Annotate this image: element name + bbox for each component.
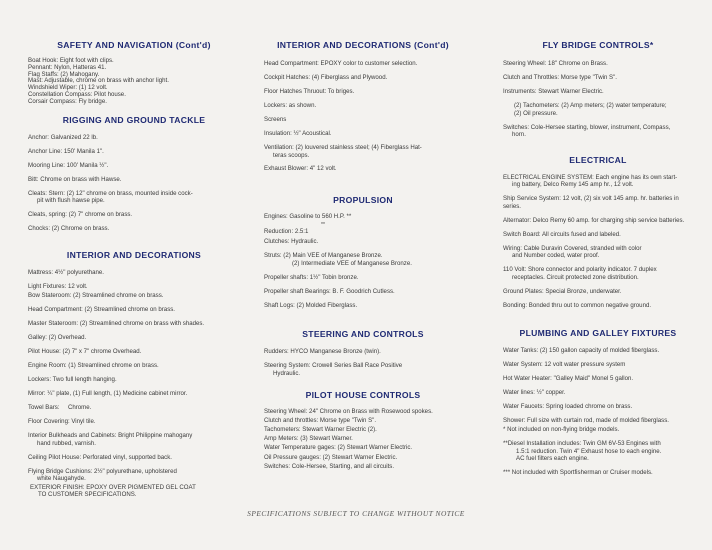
list-item: Propeller shaft Bearings: B. F. Goodrich Cutless. xyxy=(264,287,395,295)
list-item: white Naugahyde. xyxy=(37,475,86,483)
list-item: Cleats, spring: (2) 7" chrome on brass. xyxy=(28,211,133,219)
list-item: Lockers: as shown. xyxy=(264,101,317,109)
list-item: Head Compartment: (2) Streamlined chrome on brass. xyxy=(28,306,175,314)
interior-list xyxy=(28,269,240,499)
list-item: Lockers: Two full length hanging. xyxy=(28,376,117,384)
list-item: Anchor: Galvanized 22 lb. xyxy=(28,133,98,141)
list-item: Steering Wheel: 24" Chrome on Brass with Rosewood spokes. xyxy=(264,407,433,415)
list-item: Cleats: Stern: (2) 12" chrome on brass, mounted inside cock- xyxy=(28,189,193,197)
list-item: Bonding: Bonded thru out to common negative ground. xyxy=(503,301,652,309)
list-item: Master Stateroom: (2) Streamlined chrome on brass with shades. xyxy=(28,320,205,328)
list-item: Tachometers: Stewart Warner Electric (2). xyxy=(264,425,377,433)
list-item: Boat Hook: Eight foot with clips. xyxy=(28,57,114,64)
list-item: Wiring: Cable Duravin Covered, stranded with color xyxy=(503,244,642,252)
list-item: Shower: Full size with curtain rod, made of molded fiberglass. xyxy=(503,416,669,424)
column-left xyxy=(28,40,240,499)
footer-disclaimer: SPECIFICATIONS SUBJECT TO CHANGE WITHOUT NOTICE xyxy=(247,509,465,518)
list-item: Oil Pressure gauges: (2) Stewart Warner Electric. xyxy=(264,453,398,461)
safety-list xyxy=(28,58,240,106)
list-item: Water System: 12 volt water pressure system xyxy=(503,360,626,368)
list-item: Screens xyxy=(264,115,287,123)
list-item: Amp Meters: (3) Stewart Warner. xyxy=(264,435,353,443)
footnote-double-star: **Diesel Installation includes: Twin GM 6V-53 Engines with xyxy=(503,440,661,448)
list-item: Floor Covering: Vinyl tile. xyxy=(28,418,96,426)
list-item: Water Temperature gages: (2) Stewart Warner Electric. xyxy=(264,444,413,452)
section-title-interior-cont: INTERIOR AND DECORATIONS (Cont'd) xyxy=(277,40,449,50)
list-item: Steering System: Crowell Series Ball Race Positive xyxy=(264,362,403,370)
list-item: pit with flush hawse pipe. xyxy=(37,197,105,205)
list-item: Mast: Adjustable, chrome on brass with anchor light. xyxy=(28,77,169,85)
list-item: EXTERIOR FINISH: EPOXY OVER PIGMENTED GEL COAT xyxy=(30,483,196,491)
list-item: Ventilation: (2) louvered stainless steel; (4) Fiberglass Hat- xyxy=(264,143,422,151)
plumbing-list xyxy=(503,347,693,477)
list-item: Towel Bars: Chrome. xyxy=(28,404,92,412)
electrical-list xyxy=(503,174,693,310)
list-item: Light Fixtures: 12 volt. xyxy=(28,282,88,290)
list-item: Switches: Cole-Hersee starting, blower, instrument, Compass, xyxy=(503,123,671,131)
list-item: Clutch and Throttles: Morse type "Twin S". xyxy=(503,73,617,81)
list-item: Head Compartment: EPOXY color to customer selection. xyxy=(264,60,418,67)
list-item: Bitt: Chrome on brass with Hawse. xyxy=(28,175,122,183)
section-title-pilot-house: PILOT HOUSE CONTROLS xyxy=(305,389,421,400)
section-title-plumbing: PLUMBING AND GALLEY FIXTURES xyxy=(519,327,677,338)
list-item: 110 Volt: Shore connector and polarity indicator. 7 duplex xyxy=(503,266,657,274)
list-item: Hydraulic. xyxy=(273,369,301,377)
list-item: Ground Plates: Special Bronze, underwater. xyxy=(503,288,622,295)
list-item: Pilot House: (2) 7" x 7" chrome Overhead. xyxy=(28,348,142,356)
list-item: Steering Wheel: 18" Chrome on Brass. xyxy=(503,60,608,67)
list-item: (2) Tachometers: (2) Amp meters; (2) water temperature; xyxy=(514,101,667,109)
list-item: Constellation Compass: Pilot house. xyxy=(28,90,126,98)
section-title-electrical: ELECTRICAL xyxy=(569,154,627,165)
rigging-list xyxy=(28,134,240,233)
propulsion-list xyxy=(264,213,462,309)
list-item: Pennant: Nylon, Hatteras 41. xyxy=(28,63,107,71)
list-item: Corsair Compass: Fly bridge. xyxy=(28,97,107,105)
list-item: 1.5:1 reduction. Twin 4" Exhaust hose to each engine. xyxy=(516,447,662,455)
list-item: Water lines: ½" copper. xyxy=(503,388,566,396)
list-item: Struts: (2) Main VEE of Manganese Bronze. xyxy=(264,252,383,260)
steering-list xyxy=(264,348,462,377)
list-item: Mooring Line: 100' Manila ½". xyxy=(28,161,109,169)
column-right xyxy=(503,40,693,477)
section-title-interior: INTERIOR AND DECORATIONS xyxy=(66,249,202,260)
list-item: ELECTRICAL ENGINE SYSTEM: Each engine has its own start- xyxy=(503,173,678,181)
list-item: Mirror: ¼" plate, (1) Full length, (1) Medicine cabinet mirror. xyxy=(28,390,188,398)
section-title-propulsion: PROPULSION xyxy=(333,195,393,206)
list-item: Chocks: (2) Chrome on brass. xyxy=(28,225,110,233)
list-item: Interior Bulkheads and Cabinets: Bright Philippine mahogany xyxy=(28,432,193,440)
list-item: Ship Service System: 12 volt, (2) six volt 145 amp. hr. batteries in series. xyxy=(503,195,679,210)
list-item: Engine Room: (1) Streamlined chrome on brass. xyxy=(28,362,159,370)
list-item: Instruments: Stewart Warner Electric. xyxy=(503,87,604,95)
list-item: Hot Water Heater: "Galley Maid" Monel 5 gallon. xyxy=(503,374,634,382)
list-item: Exhaust Blower: 4" 12 volt. xyxy=(264,165,337,173)
section-title-fly-bridge: FLY BRIDGE CONTROLS* xyxy=(542,40,654,50)
list-item: ing battery, Delco Remy 145 amp hr., 12 volt. xyxy=(512,181,634,189)
list-item: Clutches: Hydraulic. xyxy=(264,238,319,246)
section-title-rigging: RIGGING AND GROUND TACKLE xyxy=(62,114,206,125)
list-item: (2) Intermediate VEE of Manganese Bronze. xyxy=(292,259,412,267)
list-item: Clutch and throttles: Morse type "Twin S". xyxy=(264,416,377,424)
list-item: (2) Oil pressure. xyxy=(514,109,558,117)
propulsion-footnote-mark: ** xyxy=(321,221,325,228)
section-title-safety: SAFETY AND NAVIGATION (Cont'd) xyxy=(57,40,211,50)
list-item: Water Faucets: Spring loaded chrome on brass. xyxy=(503,402,633,410)
list-item: Shaft Logs: (2) Molded Fiberglass. xyxy=(264,301,358,309)
footnote-single-star: * Not included on non-flying bridge models. xyxy=(503,426,620,434)
list-item: receptacles. Circuit protected zone distribution. xyxy=(512,274,639,282)
list-item: Water Tanks: (2) 150 gallon capacity of molded fiberglass. xyxy=(503,346,660,354)
list-item: horn. xyxy=(512,131,526,139)
list-item: Ceiling Pilot House: Perforated vinyl, supported back. xyxy=(28,453,172,461)
fly-bridge-list xyxy=(503,60,693,139)
list-item: Reduction: 2.5:1 xyxy=(264,227,309,235)
section-title-steering: STEERING AND CONTROLS xyxy=(302,329,424,340)
pilot-house-list xyxy=(264,408,462,471)
list-item: Insulation: ½" Acoustical. xyxy=(264,129,332,137)
list-item: hand rubbed, varnish. xyxy=(37,439,96,447)
list-item: Switch Board: All circuits fused and labeled. xyxy=(503,230,621,238)
list-item: Mattress: 4½" polyurethane. xyxy=(28,268,105,276)
column-middle xyxy=(264,40,462,470)
list-item: Galley: (2) Overhead. xyxy=(28,334,87,342)
list-item: Windshield Wiper: (1) 12 volt. xyxy=(28,84,108,92)
list-item: TO CUSTOMER SPECIFICATIONS. xyxy=(38,491,137,499)
list-item: Flag Staffs: (2) Mahogany. xyxy=(28,70,100,78)
list-item: Anchor Line: 150' Manila 1". xyxy=(28,147,104,155)
interior-cont-list xyxy=(264,60,462,173)
footnote-triple-star: *** Not included with Sportfisherman or Cruiser models. xyxy=(503,469,653,477)
list-item: teras scoops. xyxy=(273,151,310,159)
list-item: Propeller shafts: 1½" Tobin bronze. xyxy=(264,273,359,281)
list-item: Bow Stateroom: (2) Streamlined chrome on brass. xyxy=(28,292,164,300)
list-item: Engines: Gasoline to 560 H.P. ** xyxy=(264,213,352,221)
list-item: and Number coded, water proof. xyxy=(512,252,600,260)
list-item: Switches: Cole-Hersee, Starting, and all circuits. xyxy=(264,462,395,470)
list-item: AC fuel filters each engine. xyxy=(516,455,589,463)
list-item: Rudders: HYCO Manganese Bronze (twin). xyxy=(264,348,381,356)
list-item: Floor Hatches Thruout: To briges. xyxy=(264,87,355,95)
list-item: Alternator: Delco Remy 60 amp. for charging ship service batteries. xyxy=(503,216,685,224)
list-item: Flying Bridge Cushions: 2½" polyurethane, upholstered xyxy=(28,467,177,475)
list-item: Cockpit Hatches: (4) Fiberglass and Plywood. xyxy=(264,73,388,81)
